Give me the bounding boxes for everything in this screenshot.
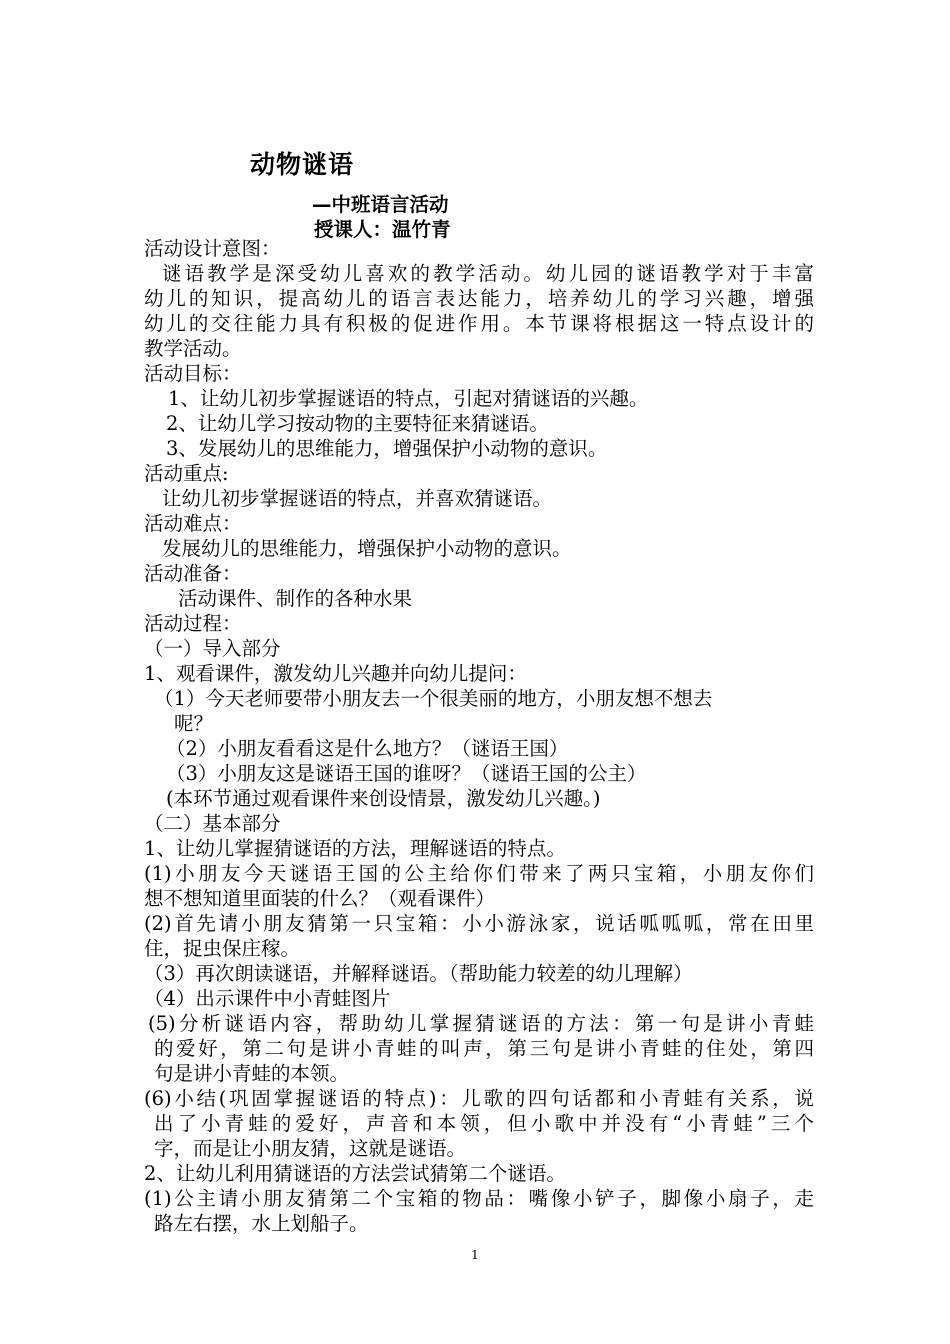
body-line: (1)小朋友今天谜语王国的公主给你们带来了两只宝箱，小朋友你们 bbox=[144, 862, 814, 885]
body-line: (5)分析谜语内容，帮助幼儿掌握猜谜语的方法：第一句是讲小青蛙 bbox=[148, 1012, 814, 1035]
body-line: 出了小青蛙的爱好，声音和本领，但小歌中并没有“小青蛙”三个 bbox=[154, 1112, 814, 1135]
body-line: 的爱好，第二句是讲小青蛙的叫声，第三句是讲小青蛙的住处，第四 bbox=[154, 1037, 814, 1060]
body-line: 活动课件、制作的各种水果 bbox=[178, 587, 413, 610]
body-line: 1、让幼儿掌握猜谜语的方法，理解谜语的特点。 bbox=[144, 837, 566, 860]
body-line: （3）小朋友这是谜语王国的谁呀？（谜语王国的公主） bbox=[166, 762, 647, 785]
body-line: （二）基本部分 bbox=[144, 812, 281, 835]
document-title: 动物谜语 bbox=[250, 150, 355, 179]
body-line: 路左右摆，水上划船子。 bbox=[154, 1212, 369, 1235]
document-author: 授课人：温竹青 bbox=[314, 218, 451, 241]
body-line: 教学活动。 bbox=[144, 337, 242, 360]
body-line: （2）小朋友看看这是什么地方？（谜语王国） bbox=[166, 737, 569, 760]
body-line: 呢？ bbox=[174, 712, 214, 735]
body-line: (2)首先请小朋友猜第一只宝箱：小小游泳家，说话呱呱呱，常在田里 bbox=[144, 912, 814, 935]
document-body bbox=[144, 236, 814, 1236]
body-line: 住，捉虫保庄稼。 bbox=[144, 937, 301, 960]
body-line: 活动设计意图： bbox=[144, 237, 281, 260]
body-line: 2、让幼儿利用猜谜语的方法尝试猜第二个谜语。 bbox=[144, 1162, 566, 1185]
page-number: 1 bbox=[471, 1248, 479, 1262]
body-line: 谜语教学是深受幼儿喜欢的教学活动。幼儿园的谜语教学对于丰富 bbox=[162, 262, 814, 285]
body-line: （一）导入部分 bbox=[144, 637, 281, 660]
body-line: 幼儿的知识，提高幼儿的语言表达能力，培养幼儿的学习兴趣，增强 bbox=[144, 287, 814, 310]
body-line: 让幼儿初步掌握谜语的特点，并喜欢猜谜语。 bbox=[162, 487, 553, 510]
body-line: 活动重点: bbox=[144, 462, 229, 485]
body-line: 幼儿的交往能力具有积极的促进作用。本节课将根据这一特点设计的 bbox=[144, 312, 814, 335]
body-line: 想不想知道里面装的什么？（观看课件） bbox=[144, 887, 496, 910]
document-subtitle: —中班语言活动 bbox=[312, 193, 449, 216]
body-line: 活动难点： bbox=[144, 512, 242, 535]
body-line: 活动过程： bbox=[144, 612, 242, 635]
body-line: （1）今天老师要带小朋友去一个很美丽的地方，小朋友想不想去 bbox=[154, 687, 713, 710]
body-line: 活动准备： bbox=[144, 562, 242, 585]
body-line: 句是讲小青蛙的本领。 bbox=[154, 1062, 350, 1085]
body-line: (1)公主请小朋友猜第二个宝箱的物品：嘴像小铲子，脚像小扇子，走 bbox=[144, 1187, 814, 1210]
body-line: 字，而是让小朋友猜，这就是谜语。 bbox=[154, 1137, 467, 1160]
body-line: 1、让幼儿初步掌握谜语的特点，引起对猜谜语的兴趣。 bbox=[168, 387, 649, 410]
body-line: 3、发展幼儿的思维能力，增强保护小动物的意识。 bbox=[166, 437, 608, 460]
body-line: (本环节通过观看课件来创设情景，激发幼儿兴趣。) bbox=[166, 787, 601, 810]
body-line: 1、观看课件，激发幼儿兴趣并向幼儿提问： bbox=[144, 662, 527, 685]
body-line: 发展幼儿的思维能力，增强保护小动物的意识。 bbox=[162, 537, 572, 560]
body-line: 活动目标： bbox=[144, 362, 242, 385]
body-line: （4）出示课件中小青蛙图片 bbox=[144, 987, 391, 1010]
body-line: 2、让幼儿学习按动物的主要特征来猜谜语。 bbox=[166, 412, 549, 435]
body-line: （3）再次朗读谜语，并解释谜语。（帮助能力较差的幼儿理解） bbox=[144, 962, 693, 985]
body-line: (6)小结(巩固掌握谜语的特点)：儿歌的四句话都和小青蛙有关系，说 bbox=[144, 1087, 814, 1110]
